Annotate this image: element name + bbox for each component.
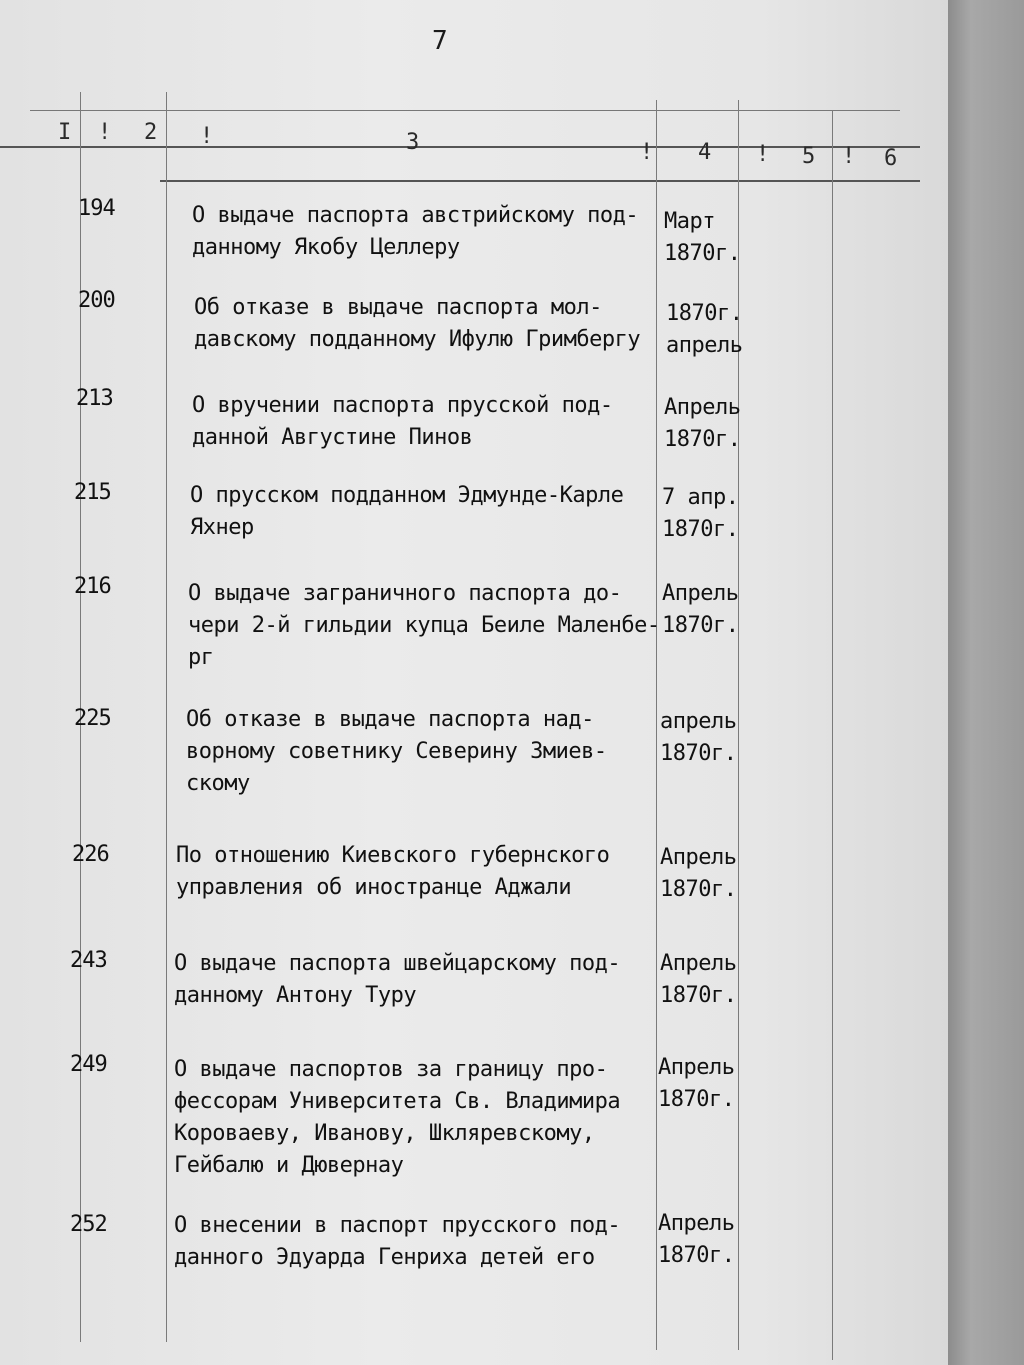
entry-date: Апрель 1870г. xyxy=(660,951,737,1008)
entry-number: 200 xyxy=(78,288,115,313)
entry-date: Март 1870г. xyxy=(664,209,741,266)
entry-text: О внесении в паспорт прусского под- данного Эдуарда Генриха детей его xyxy=(174,1213,621,1270)
entry-date: Апрель 1870г. xyxy=(658,1211,735,1268)
column-header-1: I xyxy=(58,120,72,145)
entry-text: О прусском подданном Эдмунде-Карле Яхнер xyxy=(190,483,624,540)
header-rule-upper xyxy=(0,146,920,148)
entry-number: 243 xyxy=(70,948,107,973)
entry-number: 225 xyxy=(74,706,111,731)
column-header-4: 4 xyxy=(698,140,712,165)
entry-text: О выдаче заграничного паспорта до- чери 2-й гильдии купца Беиле Маленбе- рг xyxy=(188,581,660,670)
entry-text: О выдаче паспорта австрийскому под- данному Якобу Целлеру xyxy=(192,203,639,260)
column-line xyxy=(832,110,833,1360)
column-separator: ! xyxy=(756,142,770,167)
entry-number: 213 xyxy=(76,386,113,411)
entry-date: Апрель 1870г. xyxy=(658,1055,735,1112)
entry-text: По отношению Киевского губернского управления об иностранце Аджали xyxy=(176,843,610,900)
entry-number: 249 xyxy=(70,1052,107,1077)
entry-text: Об отказе в выдаче паспорта над- ворному советнику Северину Змиев- скому xyxy=(186,707,607,796)
column-separator: ! xyxy=(842,144,856,169)
entry-number: 226 xyxy=(72,842,109,867)
entry-date: Апрель 1870г. xyxy=(664,395,741,452)
column-separator: ! xyxy=(640,140,654,165)
column-header-3: 3 xyxy=(406,130,420,155)
column-line xyxy=(166,92,167,1342)
page-number: 7 xyxy=(432,26,448,56)
entry-number: 252 xyxy=(70,1212,107,1237)
column-header-5: 5 xyxy=(802,144,816,169)
entry-number: 216 xyxy=(74,574,111,599)
entry-date: 7 апр. 1870г. xyxy=(662,485,739,542)
background-edge xyxy=(948,0,1024,1365)
entry-number: 215 xyxy=(74,480,111,505)
column-header-2: 2 xyxy=(144,120,158,145)
column-separator: ! xyxy=(98,120,112,145)
column-separator: ! xyxy=(200,124,214,149)
entry-date: Апрель 1870г. xyxy=(662,581,739,638)
entry-text: О выдаче паспортов за границу про- фессорам Университета Св. Владимира Короваеву, Иванову, Шкляревскому, Гейбалю и Дювернау xyxy=(174,1057,621,1178)
entry-text: О вручении паспорта прусской под- данной Августине Пинов xyxy=(192,393,613,450)
entry-date: апрель 1870г. xyxy=(660,709,737,766)
entry-text: Об отказе в выдаче паспорта мол- давскому подданному Ифулю Гримбергу xyxy=(194,295,641,352)
column-header-6: 6 xyxy=(884,146,898,171)
entry-number: 194 xyxy=(78,196,115,221)
header-top-rule xyxy=(30,110,900,111)
entry-date: 1870г. апрель xyxy=(666,301,743,358)
header-rule-lower xyxy=(160,180,920,182)
entry-date: Апрель 1870г. xyxy=(660,845,737,902)
entry-text: О выдаче паспорта швейцарскому под- данному Антону Туру xyxy=(174,951,621,1008)
